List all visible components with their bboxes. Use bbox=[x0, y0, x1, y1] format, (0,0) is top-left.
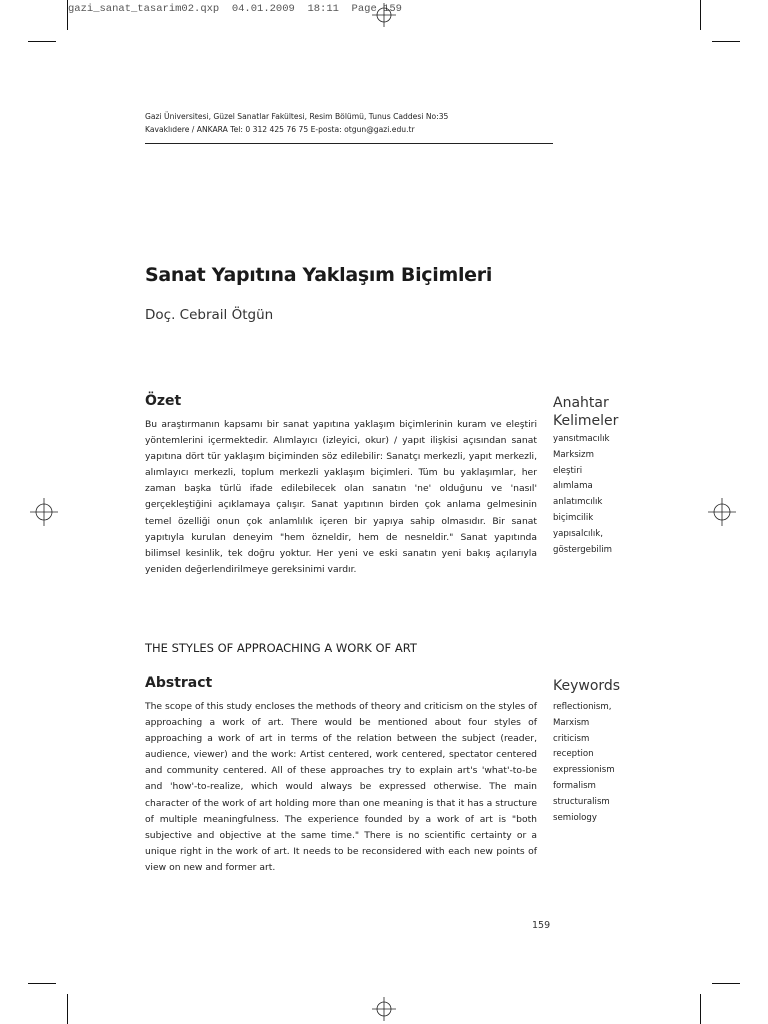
abstract-text: The scope of this study encloses the methods of theory and criticism on the styles of approaching a work of art. There would be mentioned about four styles of approaching a work of art in terms of the relation between the subject (reader, audience, viewer) and the work: Artist centered, work centered, spectator centered and community centered. All of these approaches try to explain art's 'what'-to-be and 'how'-to-realize, which would always be expressed otherwise. The main character of the work of art holding more than one meaning is that it has a structure of multiple meaningfulness. The experience founded by a work of art is "both subjective and objective at the same time." There is no scientific certainty or a unique right in the work of art. It needs to be reconsidered with each new points of view on new and former art. bbox=[145, 701, 537, 873]
list-item: expressionism bbox=[553, 765, 615, 776]
registration-mark-icon bbox=[372, 3, 396, 27]
registration-mark-icon bbox=[708, 498, 736, 526]
list-item: formalism bbox=[553, 780, 596, 791]
crop-mark bbox=[67, 0, 68, 30]
list-item: Marksizm bbox=[553, 449, 594, 460]
article-author: Doç. Cebrail Ötgün bbox=[145, 307, 274, 323]
list-item: yansıtmacılık bbox=[553, 434, 610, 444]
crop-mark bbox=[67, 994, 68, 1024]
list-item: Marxism bbox=[553, 717, 590, 728]
affiliation-line-2: Kavaklıdere / ANKARA Tel: 0 312 425 76 75 E-posta: otgun@gazi.edu.tr bbox=[145, 125, 415, 134]
page-number: 159 bbox=[532, 920, 551, 931]
list-item: reception bbox=[553, 749, 594, 760]
list-item: criticism bbox=[553, 733, 590, 744]
abstract-heading: Abstract bbox=[145, 675, 213, 691]
keywords-heading: Keywords bbox=[553, 678, 621, 694]
ozet-heading: Özet bbox=[145, 393, 182, 409]
crop-mark bbox=[28, 41, 56, 42]
list-item: yapısalcılık, bbox=[553, 528, 603, 539]
affiliation-rule bbox=[145, 143, 553, 144]
anahtar-kelimeler-heading bbox=[553, 394, 618, 430]
crop-mark bbox=[28, 983, 56, 984]
list-item: alımlama bbox=[553, 481, 593, 492]
registration-mark-icon bbox=[30, 498, 58, 526]
ozet-text: Bu araştırmanın kapsamı bir sanat yapıtına yaklaşım biçimlerinin kuram ve eleştiri yöntemlerini içermektedir. Alımlayıcı (izleyici, okur) / yapıt ilişkisi açısından sanat yapıtına dört tür yaklaşım biçiminden söz edilebilir: Sanatçı merkezli, yapıt merkezli, alımlayıcı merkezli, toplum merkezli yaklaşım biçimleri. Tüm bu yaklaşımlar, her zaman başka türlü ifade edilebilecek olan sanatın 'ne' olduğunu ve 'nasıl' gerçekleştiğini açıklamaya çalışır. Sanat yapıtının birden çok anlama gelmesinin temel özelliği onun çok anlamlılık içeren bir yapıya sahip olmasıdır. Bir sanat yapıtıyla kurulan deneyim "hem özneldir, hem de nesneldir." Sanat yapıtında bilimsel kesinlik, tek doğru yoktur. Her yeni ve eski sanatın yeni bakış açılarıyla yeniden değerlendirilmeye gereksinimi vardır. bbox=[145, 419, 537, 575]
crop-mark bbox=[700, 994, 701, 1024]
list-item: anlatımcılık bbox=[553, 497, 603, 508]
crop-mark bbox=[712, 41, 740, 42]
registration-mark-icon bbox=[372, 997, 396, 1021]
affiliation-line-1: Gazi Üniversitesi, Güzel Sanatlar Fakültesi, Resim Bölümü, Tunus Caddesi No:35 bbox=[145, 112, 449, 121]
list-item: göstergebilim bbox=[553, 544, 612, 555]
list-item: structuralism bbox=[553, 796, 610, 807]
anahtar-kelimeler-list bbox=[553, 432, 612, 558]
list-item: semiology bbox=[553, 812, 597, 823]
article-title: Sanat Yapıtına Yaklaşım Biçimleri bbox=[145, 264, 493, 286]
list-item: eleştiri bbox=[553, 465, 583, 476]
keywords-list bbox=[553, 700, 615, 826]
anahtar-heading-line-2: Kelimeler bbox=[553, 413, 619, 429]
list-item: reflectionism, bbox=[553, 702, 612, 712]
crop-mark bbox=[700, 0, 701, 30]
crop-mark bbox=[712, 983, 740, 984]
list-item: biçimcilik bbox=[553, 512, 594, 523]
affiliation bbox=[145, 110, 555, 136]
file-slug: gazi_sanat_tasarim02.qxp 04.01.2009 18:11 Page 159 bbox=[68, 3, 402, 15]
anahtar-heading-line-1: Anahtar bbox=[553, 395, 609, 411]
english-title: THE STYLES OF APPROACHING A WORK OF ART bbox=[145, 641, 417, 655]
